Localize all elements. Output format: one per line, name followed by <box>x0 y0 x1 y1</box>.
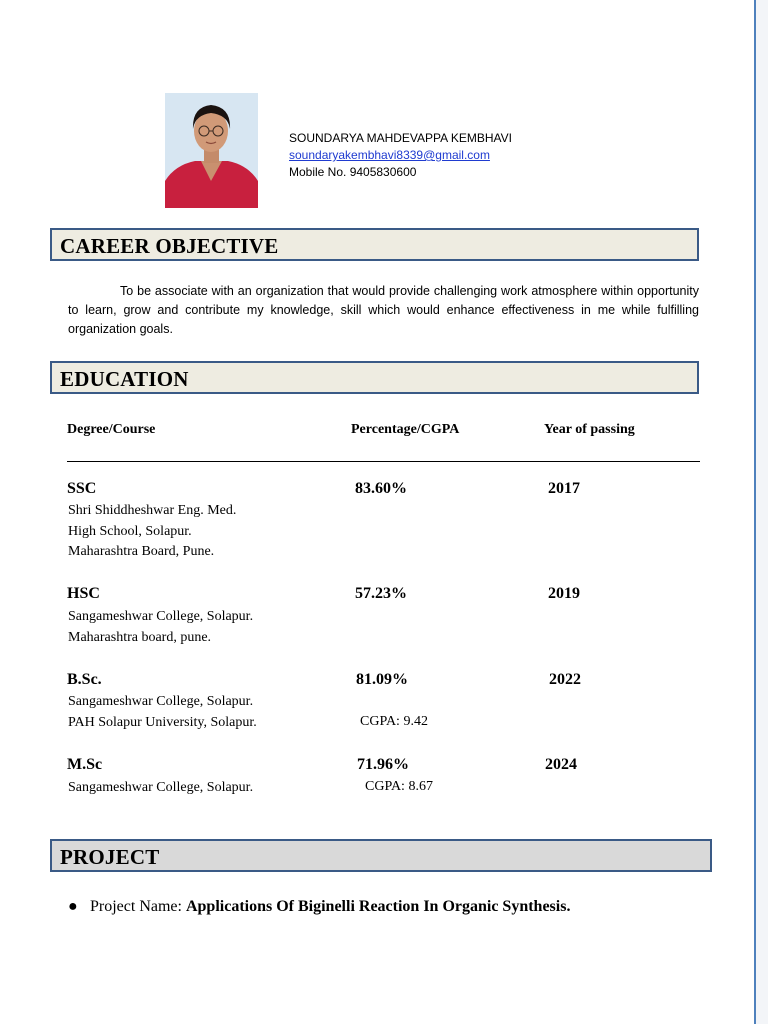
percentage-msc: 71.96% <box>357 756 409 773</box>
percentage-bsc: 81.09% <box>356 671 408 688</box>
institution-line: Maharashtra board, pune. <box>68 629 212 645</box>
institution-line: Shri Shiddheshwar Eng. Med. <box>68 503 237 518</box>
profile-photo <box>165 93 258 208</box>
degree-msc: M.Sc <box>67 756 103 773</box>
column-header-percentage: Percentage/CGPA <box>351 422 460 437</box>
column-header-degree: Degree/Course <box>67 422 156 437</box>
project-label: Project Name: <box>90 898 186 915</box>
cgpa-bsc: CGPA: 9.42 <box>360 714 428 729</box>
candidate-name: SOUNDARYA MAHDEVAPPA KEMBHAVI <box>289 131 512 145</box>
header-divider <box>67 461 700 462</box>
career-objective-header <box>50 228 699 261</box>
column-header-year: Year of passing <box>544 422 635 437</box>
education-title: EDUCATION <box>60 367 189 391</box>
cgpa-msc: CGPA: 8.67 <box>365 779 433 794</box>
project-name: Applications Of Biginelli Reaction In Organic Synthesis. <box>185 898 571 915</box>
degree-ssc: SSC <box>67 480 97 497</box>
project-item <box>68 898 570 916</box>
mobile-number: Mobile No. 9405830600 <box>289 165 417 179</box>
email-link[interactable]: soundaryakembhavi8339@gmail.com <box>289 148 490 162</box>
bullet-icon: ● <box>68 898 78 915</box>
institution-line: PAH Solapur University, Solapur. <box>68 714 257 730</box>
degree-bsc: B.Sc. <box>67 671 102 688</box>
institution-line: Maharashtra Board, Pune. <box>68 544 215 559</box>
career-objective-title: CAREER OBJECTIVE <box>60 234 279 258</box>
degree-hsc: HSC <box>67 585 100 602</box>
year-bsc: 2022 <box>549 671 581 688</box>
career-objective-text: To be associate with an organization that would provide challenging work atmosphere within opportunity to learn, grow and contribute my knowledge, skill which would enhance effectiveness in me while fulfilling organization goals. <box>68 284 699 336</box>
page-edge <box>754 0 768 1024</box>
contact-block <box>289 130 512 181</box>
institution-bsc <box>68 692 257 733</box>
institution-line: Sangameshwar College, Solapur. <box>68 609 254 624</box>
project-header <box>50 839 712 872</box>
percentage-hsc: 57.23% <box>355 585 407 602</box>
institution-line: Sangameshwar College, Solapur. <box>68 694 254 709</box>
year-msc: 2024 <box>545 756 577 773</box>
institution-line: High School, Solapur. <box>68 523 192 539</box>
institution-ssc <box>68 501 236 563</box>
institution-line: Sangameshwar College, Solapur. <box>68 780 254 795</box>
project-title: PROJECT <box>60 845 160 869</box>
year-hsc: 2019 <box>548 585 580 602</box>
institution-hsc <box>68 607 253 648</box>
percentage-ssc: 83.60% <box>355 480 407 497</box>
year-ssc: 2017 <box>548 480 580 497</box>
education-header <box>50 361 699 394</box>
institution-msc <box>68 778 253 799</box>
